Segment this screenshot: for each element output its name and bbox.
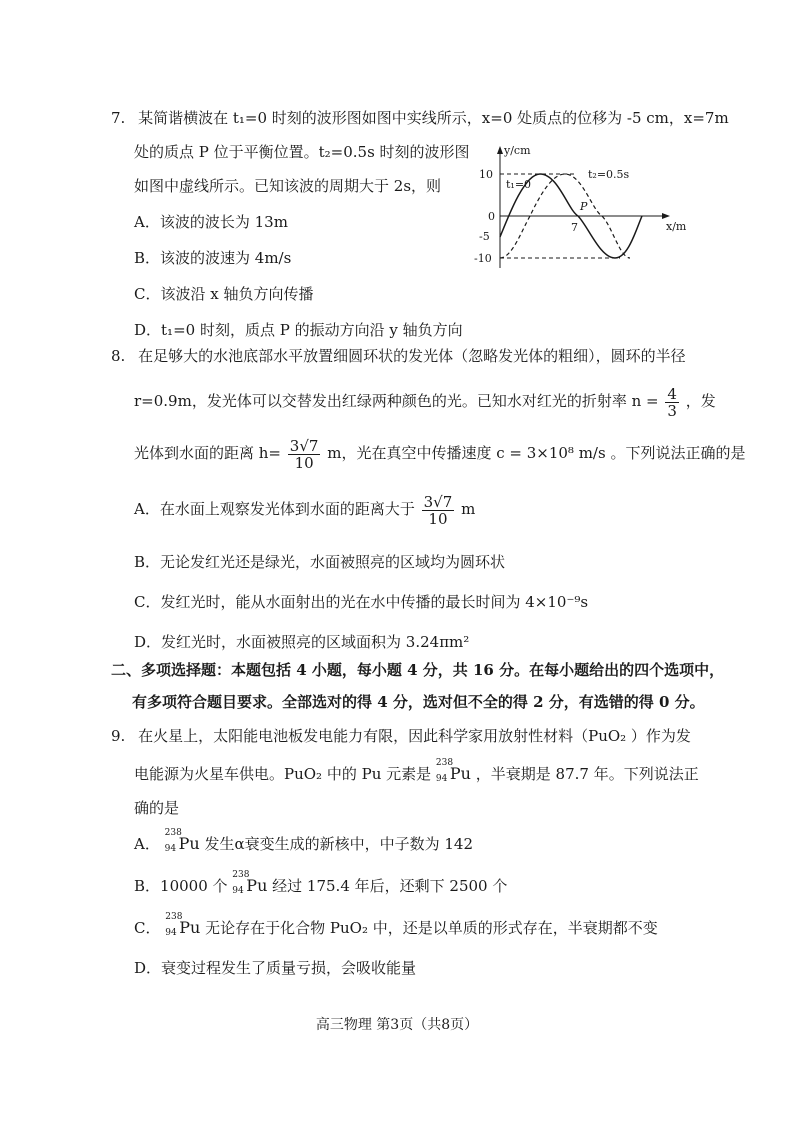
q7-stem-line3: 如图中虚线所示。已知该波的周期大于 2s，则 bbox=[134, 177, 442, 195]
y-axis-arrow bbox=[497, 146, 503, 154]
q7-option-c: C．该波沿 x 轴负方向传播 bbox=[134, 285, 314, 303]
nuclide-atomic-number: 94 bbox=[435, 774, 448, 784]
q9-option-a-label: A． bbox=[134, 835, 160, 853]
q8-option-b: B．无论发红光还是绿光，水面被照亮的区域均为圆环状 bbox=[134, 553, 506, 571]
q9-number: 9. bbox=[111, 727, 126, 745]
origin-label: 0 bbox=[488, 210, 495, 223]
q7-option-b: B．该波的波速为 4m/s bbox=[134, 249, 292, 267]
q8-stem-line2a: r=0.9m，发光体可以交替发出红绿两种颜色的光。已知水对红光的折射率 n = bbox=[134, 392, 659, 410]
nuclide-mass: 238 bbox=[232, 870, 250, 880]
nuclide-mass: 238 bbox=[435, 758, 454, 768]
q9-option-b bbox=[134, 870, 508, 896]
q7-stem-line2: 处的质点 P 位于平衡位置。t₂=0.5s 时刻的波形图 bbox=[134, 143, 470, 161]
q7-option-d: D．t₁=0 时刻，质点 P 的振动方向沿 y 轴负方向 bbox=[134, 321, 463, 339]
y-tick-minus10: -10 bbox=[474, 252, 492, 265]
q7-number: 7. bbox=[111, 109, 126, 127]
q9-option-c-label: C． bbox=[134, 919, 161, 937]
nuclide-atomic-number: 94 bbox=[164, 844, 177, 854]
nuclide-symbol: Pu bbox=[178, 834, 200, 853]
x-axis-arrow bbox=[662, 213, 670, 219]
y-axis-label: y/cm bbox=[504, 144, 531, 157]
n-numerator: 4 bbox=[667, 384, 677, 403]
q9-option-c-text: 无论存在于化合物 PuO₂ 中，还是以单质的形式存在，半衰期都不变 bbox=[205, 919, 658, 937]
nuclide-symbol: Pu bbox=[449, 764, 471, 783]
section2-line2: 有多项符合题目要求。全部选对的得 4 分，选对但不全的得 2 分，有选错的得 0 分。 bbox=[132, 693, 705, 711]
q8-option-a bbox=[134, 492, 475, 527]
q7-stem-line1: 某简谐横波在 t₁=0 时刻的波形图如图中实线所示，x=0 处质点的位移为 -5 cm，x=7m bbox=[138, 109, 729, 127]
q9-stem-line1: 在火星上，太阳能电池板发电能力有限，因此科学家用放射性材料（PuO₂ ）作为发 bbox=[138, 727, 691, 745]
q7-option-a: A．该波的波长为 13m bbox=[134, 213, 288, 231]
wave-graph bbox=[470, 140, 690, 275]
pu238-nuclide bbox=[435, 758, 471, 784]
t2-label: t₂=0.5s bbox=[588, 168, 630, 181]
q8-stem-line3a: 光体到水面的距离 h= bbox=[134, 444, 281, 462]
q8-stem-line2b: ，发 bbox=[685, 392, 716, 410]
q9-option-d: D．衰变过程发生了质量亏损，会吸收能量 bbox=[134, 959, 417, 977]
q8-stem-line3b: m，光在真空中传播速度 c = 3×10⁸ m/s 。下列说法正确的是 bbox=[327, 444, 746, 462]
q8-option-a-unit: m bbox=[461, 500, 476, 518]
option-a-numerator: 3√7 bbox=[423, 492, 453, 511]
h-denominator: 10 bbox=[294, 453, 314, 472]
q9-option-b-label: B．10000 个 bbox=[134, 877, 228, 895]
nuclide-mass: 238 bbox=[164, 828, 182, 838]
nuclide-symbol: Pu bbox=[179, 918, 201, 937]
q7-line1 bbox=[111, 108, 729, 128]
q9-stem-line2a: 电能源为火星车供电。PuO₂ 中的 Pu 元素是 bbox=[134, 765, 432, 783]
q8-stem-line1: 在足够大的水池底部水平放置细圆环状的发光体（忽略发光体的粗细），圆环的半径 bbox=[138, 347, 686, 365]
q9-stem-line3: 确的是 bbox=[134, 799, 180, 817]
q9-option-a-text: 发生α衰变生成的新核中，中子数为 142 bbox=[204, 835, 474, 853]
section2-line1: 二、多项选择题：本题包括 4 小题，每小题 4 分，共 16 分。在每小题给出的四个选项中， bbox=[111, 661, 725, 679]
pu238-nuclide bbox=[164, 828, 200, 854]
nuclide-symbol: Pu bbox=[246, 876, 268, 895]
q8-option-d: D．发红光时，水面被照亮的区域面积为 3.24πm² bbox=[134, 633, 470, 651]
nuclide-atomic-number: 94 bbox=[165, 928, 177, 938]
q9-option-b-text: 经过 175.4 年后，还剩下 2500 个 bbox=[272, 877, 508, 895]
nuclide-atomic-number: 94 bbox=[232, 886, 244, 896]
n-fraction bbox=[665, 386, 679, 419]
q9-stem-line2b: ，半衰期是 87.7 年。下列说法正 bbox=[475, 765, 699, 783]
point-p-label: P bbox=[580, 200, 588, 213]
q8-line1 bbox=[111, 346, 686, 366]
pu238-nuclide bbox=[165, 912, 201, 938]
nuclide-mass: 238 bbox=[165, 912, 183, 922]
y-tick-minus5: -5 bbox=[479, 230, 490, 243]
h-numerator: 3√7 bbox=[289, 436, 319, 455]
y-tick-10: 10 bbox=[479, 168, 493, 181]
x-tick-7: 7 bbox=[571, 221, 578, 234]
x-axis-label: x/m bbox=[666, 220, 687, 233]
q8-number: 8. bbox=[111, 347, 126, 365]
h-fraction bbox=[288, 438, 321, 471]
q8-line3 bbox=[134, 436, 745, 471]
t1-label: t₁=0 bbox=[506, 178, 532, 191]
option-a-fraction bbox=[422, 494, 455, 527]
q9-option-c bbox=[134, 912, 658, 938]
q8-option-c: C．发红光时，能从水面射出的光在水中传播的最长时间为 4×10⁻⁹s bbox=[134, 593, 589, 611]
pu238-nuclide bbox=[232, 870, 268, 896]
q9-line1 bbox=[111, 726, 691, 746]
option-a-denominator: 10 bbox=[428, 509, 448, 528]
q9-line2 bbox=[134, 758, 699, 784]
q8-line2 bbox=[134, 384, 716, 419]
q8-option-a-text: A．在水面上观察发光体到水面的距离大于 bbox=[134, 500, 415, 518]
n-denominator: 3 bbox=[667, 401, 677, 420]
page-footer: 高三物理 第3页（共8页） bbox=[315, 1017, 479, 1033]
q9-option-a bbox=[134, 828, 474, 854]
